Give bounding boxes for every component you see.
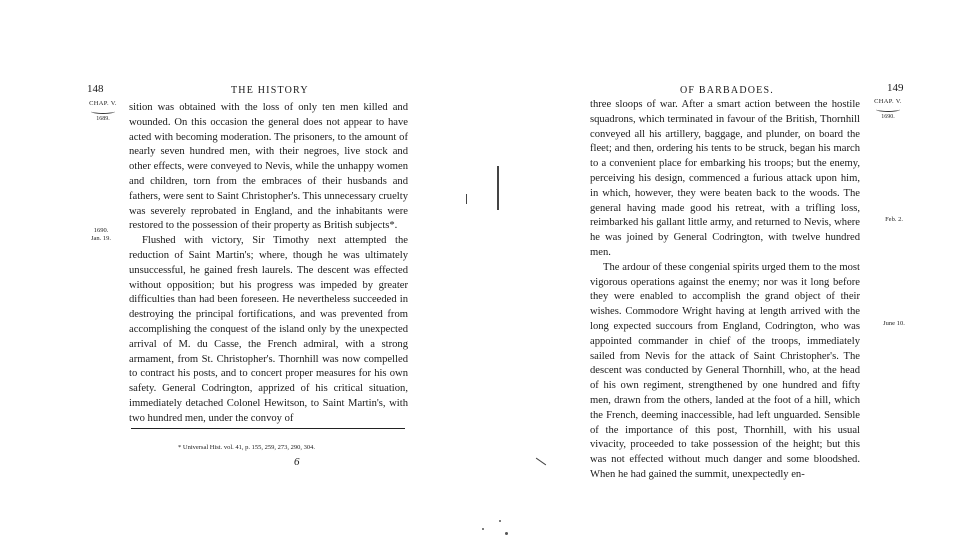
chapter-year: 1690. xyxy=(881,114,895,120)
gutter-mark xyxy=(466,194,467,204)
footnote-rule xyxy=(131,428,405,429)
side-date: June 10. xyxy=(883,320,905,327)
scan-speck xyxy=(505,532,508,535)
brace-icon xyxy=(91,109,115,114)
right-page xyxy=(480,0,980,551)
paragraph: three sloops of war. After a smart action between the hostile squadrons, which terminated in favour of the British, Thornhill conveyed all his artillery, baggage, and plunder, on board the fleet; and then, ordering his tents to be struck, began his march to a convenient place for embarking his troops; but the enemy, perceiving his design, commenced a furious attack upon him, in which, however, they were beaten back to the woods. The general having made good his retreat, with a trifling loss, reimbarked his gallant little army, and returned to Nevis, where he was joined by General Codrington, with twelve hundred men. xyxy=(590,99,860,258)
scan-mark xyxy=(536,458,546,466)
left-page xyxy=(0,0,480,551)
paragraph: sition was obtained with the loss of only ten men killed and wounded. On this occasion the general does not appear to have acted with becoming moderation. The prisoners, to the amount of nearly seven hundred men, with their negroes, live stock and other effects, were conveyed to Nevis, while the unhappy women and children, torn from the embraces of their husbands and fathers, were sent to Saint Christopher's. This unnecessary cruelty was severely reprobated in England, and the inhabitants were restored to the possession of their property as British subjects*. xyxy=(129,102,408,232)
side-date xyxy=(86,227,116,243)
scan-speck xyxy=(499,520,501,522)
side-date: Feb. 2. xyxy=(885,216,903,223)
side-date-day: Jan. 19. xyxy=(90,235,112,242)
chapter-marginal xyxy=(84,100,122,123)
page-number: 148 xyxy=(87,83,104,95)
running-head: OF BARBADOES. xyxy=(680,85,774,96)
scan-speck xyxy=(482,528,484,530)
paragraph: Flushed with victory, Sir Timothy next attempted the reduction of Saint Martin's; where, though he was ultimately unsuccessful, he gained fresh laurels. The descent was effected without opposition; but his progress was impeded by greater difficulties than had been foreseen. He nevertheless succeeded in destroying the principal fortifications, and was prevented from accomplishing the conquest of the island only by the unexpected arrival of M. du Casse, the French admiral, with a strong armament, from St. Christopher's. Thornhill was now compelled to contract his posts, and to concert proper measures for his own safety. General Codrington, apprized of his critical situation, immediately detached Colonel Hewitson, to Saint Martin's, with two hundred men, under the convoy of xyxy=(129,235,408,424)
page-number: 149 xyxy=(887,82,904,94)
body-text xyxy=(590,98,860,483)
running-head: THE HISTORY xyxy=(231,85,309,96)
signature-mark: 6 xyxy=(294,456,300,468)
chapter-year: 1689. xyxy=(96,116,110,122)
body-text xyxy=(129,101,408,427)
footnote: * Universal Hist. vol. 41, p. 155, 259, 273, 290, 304. xyxy=(178,444,316,451)
chapter-label: CHAP. V. xyxy=(89,100,117,107)
paragraph: The ardour of these congenial spirits urged them to the most vigorous operations against the enemy; nor was it long before they were enabled to accomplish the grand object of their wishes. Commodore Wright having at length arrived with the long expected succours from England, Codrington, who was appointed commander in chief of the troops, immediately sailed from Nevis for the attack of Saint Christopher's. The descent was conducted by General Thornhill, who, at the head of his own regiment, strengthened by one hundred and fifty men, drawn from the others, landed at the foot of a hill, which the French, deeming inaccessible, had left unguarded. Sensible of the importance of this post, Thornhill, with his usual vivacity, proceeded to take possession of the height; but this was not effected without much danger and some bloodshed. When he had gained the summit, unexpectedly en- xyxy=(590,261,860,480)
chapter-label: CHAP. V. xyxy=(874,98,902,105)
side-date-year: 1690. xyxy=(93,227,109,234)
chapter-marginal xyxy=(866,98,910,121)
brace-icon xyxy=(876,107,900,112)
